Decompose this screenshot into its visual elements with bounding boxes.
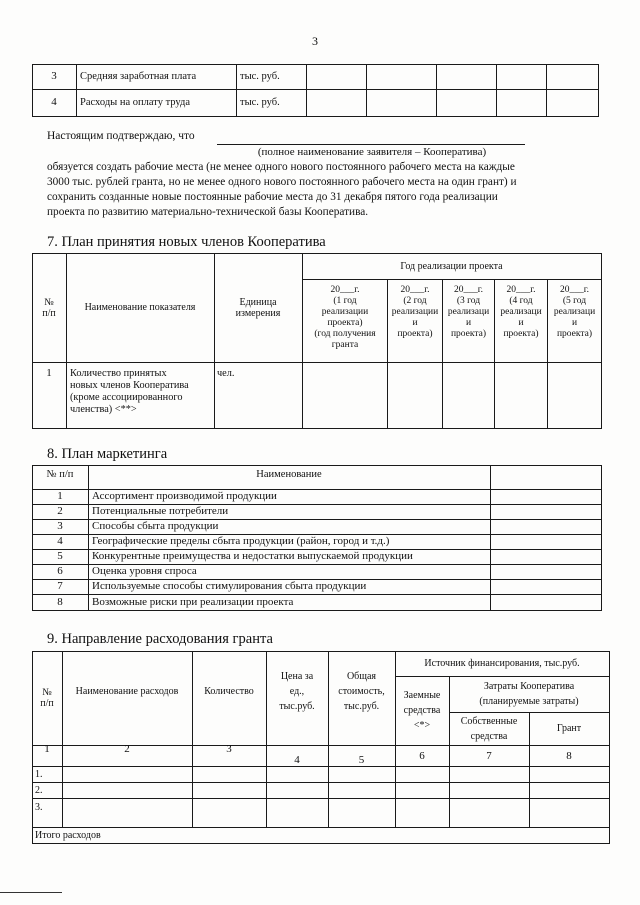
column-header-funding-source: Источник финансирования, тыс.руб. (424, 658, 580, 669)
table-row-number: 4 (57, 535, 63, 547)
table-row-name: Способы сбыта продукции (92, 520, 219, 532)
table-row-name: Возможные риски при реализации проекта (92, 595, 294, 608)
column-header-number: № п/п (42, 296, 56, 319)
confirmation-line: 3000 тыс. рублей гранта, но не менее одного нового постоянного рабочего места на один грант) и (47, 176, 517, 188)
table-row-number: 6 (57, 565, 63, 577)
column-header-unit: Единица измерения (235, 296, 281, 319)
table-row-name: Расходы на оплату труда (80, 97, 190, 108)
column-number: 7 (486, 749, 492, 762)
table-row-name: Географические пределы сбыта продукции (район, город и т.д.) (92, 535, 390, 547)
column-number: 1 (44, 742, 50, 755)
column-number: 3 (226, 742, 232, 755)
column-header-project-years: Год реализации проекта (400, 260, 503, 272)
confirmation-line: сохранить созданные новые постоянные рабочие места до 31 декабря пятого года реализации (47, 191, 498, 203)
table-row-indicator: Количество принятых новых членов Кооператива (кроме ассоциированного членства) <**> (70, 368, 189, 415)
column-header-borrowed-funds: Заемные средства <*> (403, 690, 441, 731)
column-header-own-funds: Собственные средства (460, 715, 518, 742)
table-row-number: 3. (35, 801, 43, 813)
column-header-year-1: 20___г. (1 год реализации проекта) (год получения гранта (314, 285, 376, 350)
section-7-title: 7. План принятия новых членов Кооператива (47, 234, 326, 250)
column-header-name: Наименование (256, 468, 322, 480)
applicant-name-line (217, 144, 525, 145)
column-header-indicator: Наименование показателя (84, 302, 196, 313)
table-row-name: Потенциальные потребители (92, 505, 229, 517)
applicant-name-caption: (полное наименование заявителя – Кооператива) (257, 146, 487, 158)
table-row-number: 7 (57, 580, 63, 592)
table-row-number: 3 (57, 520, 63, 532)
table-row-number: 8 (57, 595, 63, 608)
table-row-number: 1 (46, 367, 52, 379)
table-row-number: 5 (57, 550, 63, 562)
column-header-quantity: Количество (204, 685, 254, 697)
table-row-number: 4 (51, 96, 57, 108)
column-header-total-cost: Общая стоимость, тыс.руб. (338, 670, 385, 712)
confirmation-text (47, 160, 602, 220)
table-row-number: 3 (51, 70, 57, 82)
column-number: 2 (124, 742, 130, 755)
column-header-coop-costs: Затраты Кооператива (планируемые затраты) (479, 681, 579, 707)
column-number: 8 (566, 749, 572, 762)
section-9-title: 9. Направление расходования гранта (47, 631, 273, 647)
table-row-unit: чел. (217, 368, 235, 379)
table-row-unit: тыс. руб. (240, 97, 280, 108)
section-8-title: 8. План маркетинга (47, 446, 168, 462)
table-row-name: Используемые способы стимулирования сбыта продукции (92, 580, 367, 592)
column-number: 6 (419, 749, 425, 762)
table-row-number: 2. (35, 784, 43, 796)
column-number: 5 (358, 753, 365, 766)
confirmation-lead: Настоящим подтверждаю, что (47, 130, 195, 142)
table-row-name: Ассортимент производимой продукции (92, 490, 277, 502)
table-row-name: Оценка уровня спроса (92, 565, 197, 577)
column-header-year-2: 20___г. (2 год реализации и проекта) (391, 285, 439, 339)
table-row-number: 2 (57, 505, 63, 517)
column-header-number: № п/п (46, 468, 74, 480)
column-header-grant: Грант (556, 723, 582, 734)
table-row-number: 1. (35, 768, 43, 780)
table-row-name: Средняя заработная плата (80, 71, 197, 82)
column-header-year-5: 20___г. (5 год реализаци и проекта) (553, 285, 596, 339)
footnote-separator (0, 892, 62, 893)
column-header-unit-price: Цена за ед., тыс.руб. (279, 670, 315, 712)
table-row-unit: тыс. руб. (240, 71, 280, 82)
page-number: 3 (312, 34, 318, 48)
column-header-year-4: 20___г. (4 год реализаци и проекта) (500, 285, 542, 339)
column-number: 4 (294, 753, 300, 766)
table-row-name: Конкурентные преимущества и недостатки выпускаемой продукции (92, 550, 413, 562)
total-expenses-label: Итого расходов (35, 829, 101, 841)
table-row-number: 1 (57, 490, 63, 502)
confirmation-line: проекта по развитию материально-технической базы Кооператива. (47, 206, 369, 218)
column-header-expense-name: Наименование расходов (75, 685, 179, 697)
column-header-number: № п/п (40, 687, 54, 709)
confirmation-line: обязуется создать рабочие места (не менее одного нового постоянного рабочего места на каждые (47, 161, 515, 173)
column-header-year-3: 20___г. (3 год реализаци и проекта) (447, 285, 490, 339)
